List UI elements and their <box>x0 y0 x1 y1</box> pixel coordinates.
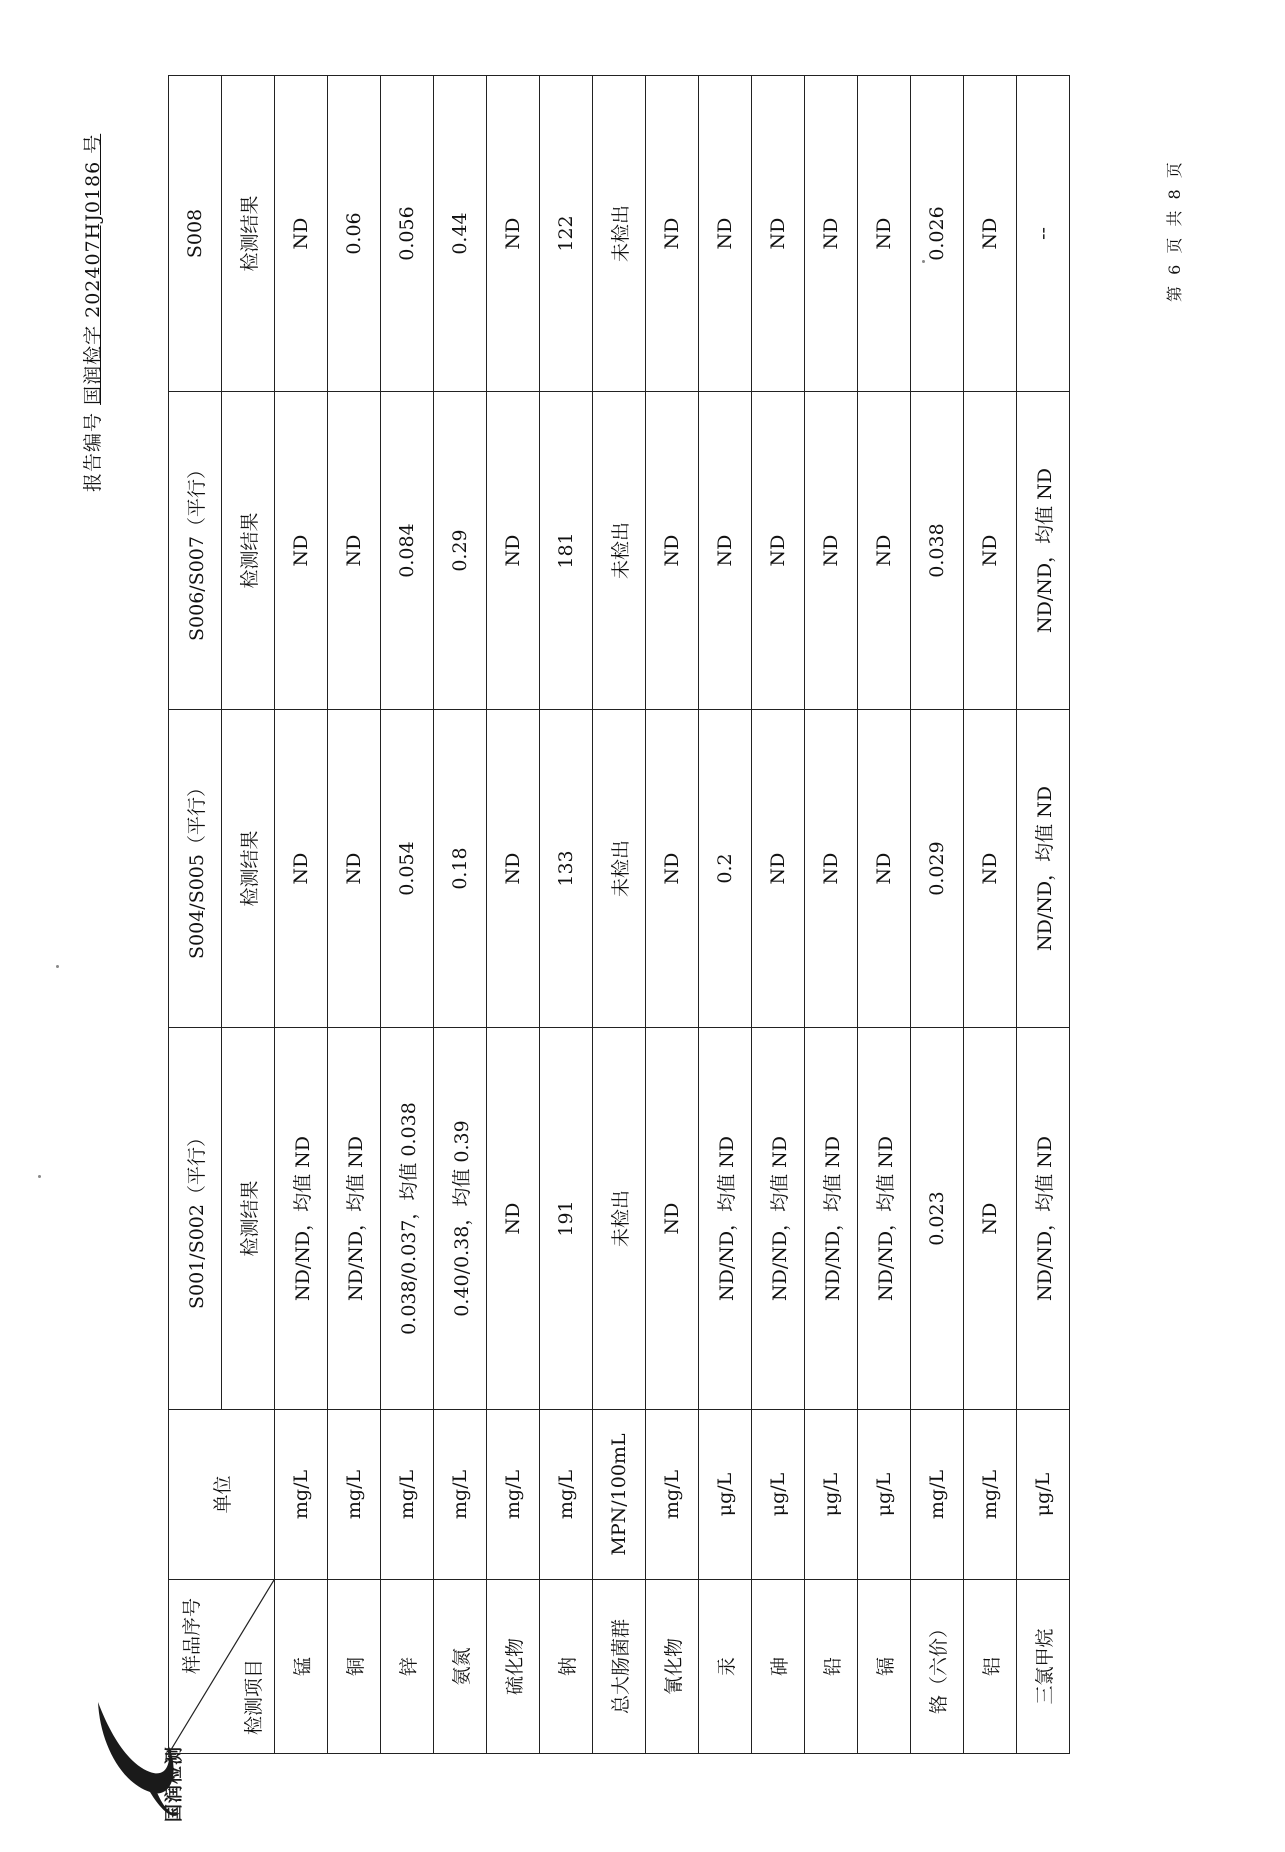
result-cell: ND <box>487 392 540 710</box>
result-cell: ND <box>752 710 805 1028</box>
sample-header: S008 <box>169 76 222 392</box>
table-row <box>540 76 593 1754</box>
table-row <box>328 76 381 1754</box>
result-cell: 0.038 <box>911 392 964 710</box>
table-row <box>699 76 752 1754</box>
result-cell: 0.29 <box>434 392 487 710</box>
result-cell: ND <box>328 392 381 710</box>
item-cell: 铜 <box>328 1580 381 1754</box>
page-count: 第 6 页 共 8 页 <box>1165 159 1184 302</box>
result-cell: ND <box>646 710 699 1028</box>
unit-cell: μg/L <box>805 1410 858 1580</box>
result-cell: ND <box>487 1028 540 1410</box>
unit-cell: mg/L <box>487 1410 540 1580</box>
table-row <box>1017 76 1070 1754</box>
table-row <box>805 76 858 1754</box>
item-cell: 三氯甲烷 <box>1017 1580 1070 1754</box>
item-cell: 总大肠菌群 <box>593 1580 646 1754</box>
result-cell: ND/ND，均值 ND <box>699 1028 752 1410</box>
result-cell: ND <box>275 76 328 392</box>
report-number-label: 报告编号 <box>82 411 104 492</box>
result-cell: ND <box>699 392 752 710</box>
table-body <box>275 76 1070 1754</box>
unit-cell: mg/L <box>964 1410 1017 1580</box>
result-cell: 133 <box>540 710 593 1028</box>
item-cell: 铝 <box>964 1580 1017 1754</box>
table-row <box>593 76 646 1754</box>
table-header-row <box>169 76 222 1754</box>
result-cell: ND <box>275 710 328 1028</box>
result-cell: ND <box>964 710 1017 1028</box>
result-cell: ND/ND，均值 ND <box>752 1028 805 1410</box>
sample-no-label: 样品序号 <box>181 1598 203 1675</box>
result-cell: ND/ND，均值 ND <box>328 1028 381 1410</box>
unit-cell: μg/L <box>752 1410 805 1580</box>
result-cell: ND/ND，均值 ND <box>805 1028 858 1410</box>
result-cell: ND/ND，均值 ND <box>275 1028 328 1410</box>
report-number <box>78 134 105 492</box>
result-header: 检测结果 <box>222 710 275 1028</box>
result-cell: -- <box>1017 76 1070 392</box>
result-cell: ND <box>646 392 699 710</box>
unit-cell: mg/L <box>381 1410 434 1580</box>
result-cell: 未检出 <box>593 710 646 1028</box>
item-cell: 铅 <box>805 1580 858 1754</box>
result-header: 检测结果 <box>222 1028 275 1410</box>
table-row <box>381 76 434 1754</box>
result-cell: 未检出 <box>593 392 646 710</box>
result-cell: ND <box>805 76 858 392</box>
table-row <box>858 76 911 1754</box>
unit-cell: mg/L <box>540 1410 593 1580</box>
unit-header: 单位 <box>169 1410 275 1580</box>
result-cell: ND <box>487 76 540 392</box>
result-cell: 0.029 <box>911 710 964 1028</box>
result-cell: 0.056 <box>381 76 434 392</box>
result-cell: 122 <box>540 76 593 392</box>
result-cell: 未检出 <box>593 1028 646 1410</box>
item-cell: 锌 <box>381 1580 434 1754</box>
item-cell: 砷 <box>752 1580 805 1754</box>
result-cell: 0.18 <box>434 710 487 1028</box>
unit-cell: mg/L <box>328 1410 381 1580</box>
result-cell: ND/ND，均值 ND <box>1017 1028 1070 1410</box>
result-cell: 0.038/0.037，均值 0.038 <box>381 1028 434 1410</box>
results-table <box>168 75 1070 1754</box>
result-cell: 0.026 <box>911 76 964 392</box>
item-cell: 氰化物 <box>646 1580 699 1754</box>
result-cell: ND <box>805 710 858 1028</box>
logo-text: 国润检测 <box>164 1746 185 1822</box>
table-row <box>275 76 328 1754</box>
result-header: 检测结果 <box>222 76 275 392</box>
item-cell: 锰 <box>275 1580 328 1754</box>
result-cell: ND <box>805 392 858 710</box>
result-cell: 0.06 <box>328 76 381 392</box>
result-cell: 0.2 <box>699 710 752 1028</box>
unit-cell: MPN/100mL <box>593 1410 646 1580</box>
table-row <box>964 76 1017 1754</box>
result-cell: 0.44 <box>434 76 487 392</box>
result-cell: 181 <box>540 392 593 710</box>
item-cell: 镉 <box>858 1580 911 1754</box>
item-label: 检测项目 <box>243 1658 265 1735</box>
table-row <box>911 76 964 1754</box>
unit-cell: μg/L <box>699 1410 752 1580</box>
result-cell: ND <box>487 710 540 1028</box>
result-cell: ND <box>752 76 805 392</box>
corner-header-cell <box>169 1580 275 1754</box>
result-cell: 未检出 <box>593 76 646 392</box>
result-cell: ND <box>858 710 911 1028</box>
result-cell: ND <box>699 76 752 392</box>
result-cell: 0.054 <box>381 710 434 1028</box>
scan-speck <box>56 965 59 968</box>
unit-cell: mg/L <box>646 1410 699 1580</box>
result-header: 检测结果 <box>222 392 275 710</box>
item-cell: 钠 <box>540 1580 593 1754</box>
result-cell: ND <box>858 76 911 392</box>
sample-header: S004/S005（平行） <box>169 710 222 1028</box>
result-cell: 191 <box>540 1028 593 1410</box>
table-row <box>487 76 540 1754</box>
result-cell: ND/ND，均值 ND <box>858 1028 911 1410</box>
unit-cell: mg/L <box>911 1410 964 1580</box>
result-cell: ND <box>858 392 911 710</box>
table-row <box>646 76 699 1754</box>
item-cell: 氨氮 <box>434 1580 487 1754</box>
result-cell: ND <box>275 392 328 710</box>
item-cell: 硫化物 <box>487 1580 540 1754</box>
sample-header: S006/S007（平行） <box>169 392 222 710</box>
sample-header: S001/S002（平行） <box>169 1028 222 1410</box>
result-cell: ND <box>964 392 1017 710</box>
unit-cell: μg/L <box>1017 1410 1070 1580</box>
result-cell: ND <box>328 710 381 1028</box>
result-cell: ND <box>752 392 805 710</box>
item-cell: 汞 <box>699 1580 752 1754</box>
result-cell: ND/ND，均值 ND <box>1017 710 1070 1028</box>
unit-cell: mg/L <box>434 1410 487 1580</box>
report-number-value: 国润检字 202407HJ0186 号 <box>82 133 104 405</box>
result-cell: ND <box>646 1028 699 1410</box>
unit-cell: μg/L <box>858 1410 911 1580</box>
result-cell: ND <box>964 76 1017 392</box>
table-row <box>434 76 487 1754</box>
result-cell: ND <box>646 76 699 392</box>
result-cell: 0.023 <box>911 1028 964 1410</box>
result-cell: 0.084 <box>381 392 434 710</box>
table-row <box>752 76 805 1754</box>
item-cell: 铬（六价） <box>911 1580 964 1754</box>
result-cell: ND <box>964 1028 1017 1410</box>
result-cell: 0.40/0.38，均值 0.39 <box>434 1028 487 1410</box>
unit-cell: mg/L <box>275 1410 328 1580</box>
result-cell: ND/ND，均值 ND <box>1017 392 1070 710</box>
scan-speck <box>922 260 925 263</box>
scan-speck <box>38 1175 41 1178</box>
